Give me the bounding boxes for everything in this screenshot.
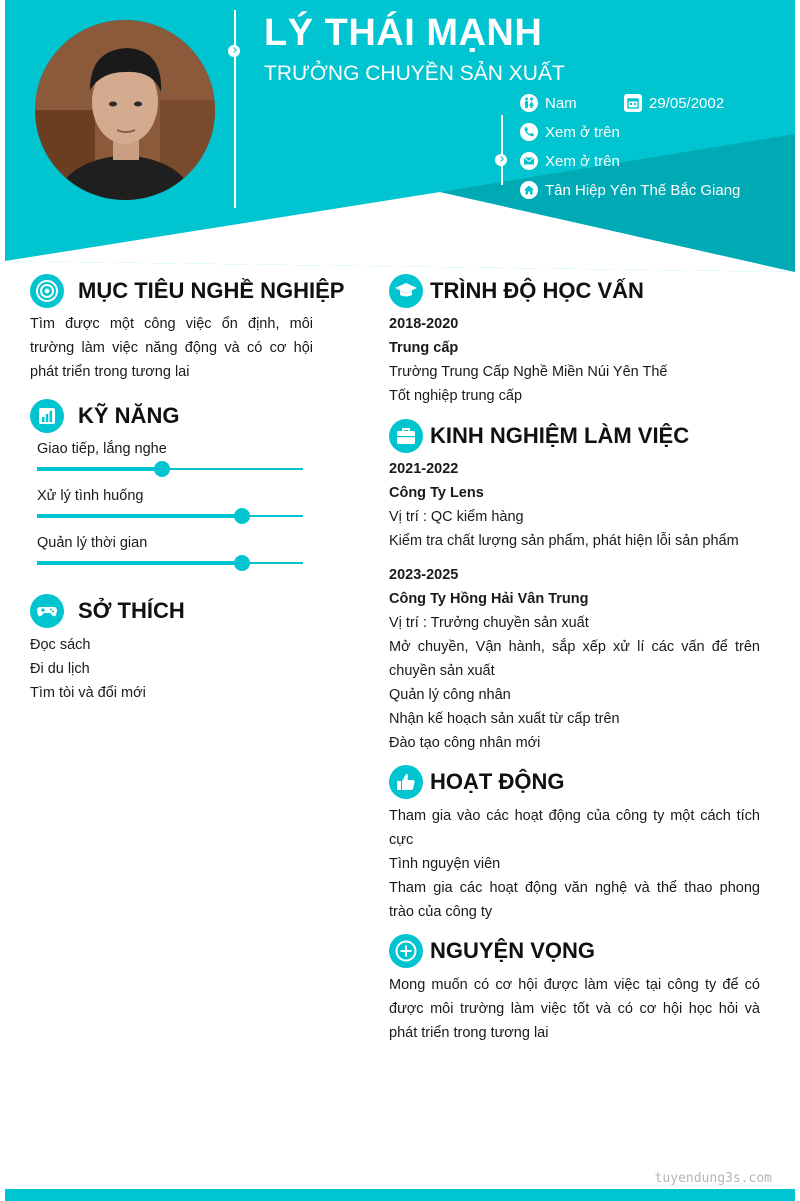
- phone-text: Xem ở trên: [545, 123, 620, 141]
- activity-line: trào của công ty: [389, 904, 493, 920]
- job-line: Quản lý công nhân: [389, 687, 511, 703]
- target-icon: [30, 274, 64, 308]
- gender-icon: [520, 94, 538, 112]
- activity-line: Tình nguyện viên: [389, 856, 501, 872]
- job-position: Vị trí : Trưởng chuyền sản xuất: [389, 615, 589, 631]
- experience-heading: [389, 419, 689, 453]
- objective-text: [30, 312, 313, 384]
- info-divider-dot: [495, 154, 507, 166]
- header-divider-dot: [228, 45, 240, 57]
- education-period: 2018-2020: [389, 316, 459, 332]
- activity-line: cực: [389, 832, 414, 848]
- skill-bar: [37, 468, 303, 470]
- watermark: tuyendung3s.com: [654, 1171, 772, 1186]
- skill-label: Xử lý tình huống: [37, 488, 144, 504]
- education-school: Trường Trung Cấp Nghề Miền Núi Yên Thế: [389, 364, 668, 380]
- aspiration-line: được môi trường làm việc tốt và có cơ hội học hỏi và: [389, 1001, 760, 1017]
- address-text: Tân Hiệp Yên Thế Bắc Giang: [545, 181, 741, 199]
- experience-title: KINH NGHIỆM LÀM VIỆC: [430, 423, 690, 448]
- info-divider-line: [501, 115, 503, 185]
- skill-bar-knob: [234, 555, 250, 571]
- home-icon: [520, 181, 538, 199]
- birthday-info: [624, 94, 724, 112]
- plus-circle-icon: [389, 934, 423, 968]
- skill-bar: [37, 515, 303, 517]
- activities-title: HOẠT ĐỘNG: [430, 769, 565, 794]
- education-level: Trung cấp: [389, 340, 459, 356]
- job-company: Công Ty Hồng Hải Vân Trung: [389, 591, 589, 607]
- education-note: Tốt nghiệp trung cấp: [389, 388, 523, 404]
- thumbs-up-icon: [389, 765, 423, 799]
- skill-bar: [37, 562, 303, 564]
- education-content: [389, 312, 667, 408]
- skills-heading: [30, 399, 179, 433]
- activities-content: [389, 804, 760, 924]
- graduation-cap-icon: [389, 274, 423, 308]
- job-line: Kiểm tra chất lượng sản phẩm, phát hiện lỗi sản phẩm: [389, 533, 739, 549]
- skills-title: KỸ NĂNG: [78, 403, 180, 428]
- candidate-role: TRƯỞNG CHUYỀN SẢN XUẤT: [264, 62, 565, 85]
- birthday-text: 29/05/2002: [649, 94, 725, 112]
- bar-chart-icon: [30, 399, 64, 433]
- objective-line: phát triển trong tương lai: [30, 364, 190, 380]
- skill-bar-knob: [234, 508, 250, 524]
- calendar-icon: [624, 94, 642, 112]
- phone-icon: [520, 123, 538, 141]
- objective-line: trường làm việc năng động và có cơ hội: [30, 340, 313, 356]
- email-icon: [520, 152, 538, 170]
- activity-line: Tham gia các hoạt động văn nghệ và thể thao phong: [389, 880, 760, 896]
- briefcase-icon: [389, 419, 423, 453]
- skill-bar-fill: [37, 514, 242, 518]
- aspiration-content: [389, 973, 760, 1045]
- candidate-name: LÝ THÁI MẠNH: [264, 12, 543, 54]
- job-line: chuyền sản xuất: [389, 663, 495, 679]
- gender-text: Nam: [545, 94, 577, 112]
- objective-title: MỤC TIÊU NGHỀ NGHIỆP: [78, 278, 345, 303]
- objective-line: Tìm được một công việc ổn định, môi: [30, 316, 313, 332]
- aspiration-line: phát triển trong tương lai: [389, 1025, 549, 1041]
- job-period: 2021-2022: [389, 461, 459, 477]
- hobbies-title: SỞ THÍCH: [78, 598, 185, 623]
- address-info: [520, 181, 740, 199]
- gamepad-icon: [30, 594, 64, 628]
- hobbies-heading: [30, 594, 185, 628]
- education-heading: [389, 274, 644, 308]
- hobbies-list: [30, 633, 146, 705]
- avatar-photo: [35, 20, 215, 200]
- job-company: Công Ty Lens: [389, 485, 484, 501]
- phone-info: [520, 123, 620, 141]
- skill-bar-fill: [37, 467, 162, 471]
- activity-line: Tham gia vào các hoạt động của công ty một cách tích: [389, 808, 760, 824]
- skill-label: Quản lý thời gian: [37, 535, 148, 551]
- footer-bar: [5, 1189, 795, 1201]
- skill-bar-fill: [37, 561, 242, 565]
- job-line: Đào tạo công nhân mới: [389, 735, 541, 751]
- aspiration-heading: [389, 934, 595, 968]
- activities-heading: [389, 765, 564, 799]
- hobby-item: Đọc sách: [30, 637, 91, 653]
- job-entry: [389, 457, 760, 553]
- education-title: TRÌNH ĐỘ HỌC VẤN: [430, 278, 644, 303]
- gender-info: [520, 94, 577, 112]
- hobby-item: Tìm tòi và đổi mới: [30, 685, 146, 701]
- email-text: Xem ở trên: [545, 152, 620, 170]
- avatar: [35, 20, 215, 200]
- skill-bar-knob: [154, 461, 170, 477]
- job-position: Vị trí : QC kiểm hàng: [389, 509, 524, 525]
- job-period: 2023-2025: [389, 567, 459, 583]
- job-entry: [389, 563, 760, 755]
- aspiration-title: NGUYỆN VỌNG: [430, 938, 596, 963]
- job-line: Mở chuyền, Vận hành, sắp xếp xử lí các vấn để trên: [389, 639, 760, 655]
- job-line: Nhận kế hoạch sản xuất từ cấp trên: [389, 711, 620, 727]
- hobby-item: Đi du lịch: [30, 661, 90, 677]
- aspiration-line: Mong muốn có cơ hội được làm việc tại công ty để có: [389, 977, 760, 993]
- email-info: [520, 152, 620, 170]
- header-divider-line: [234, 10, 236, 208]
- skill-label: Giao tiếp, lắng nghe: [37, 441, 167, 457]
- objective-heading: [30, 274, 344, 308]
